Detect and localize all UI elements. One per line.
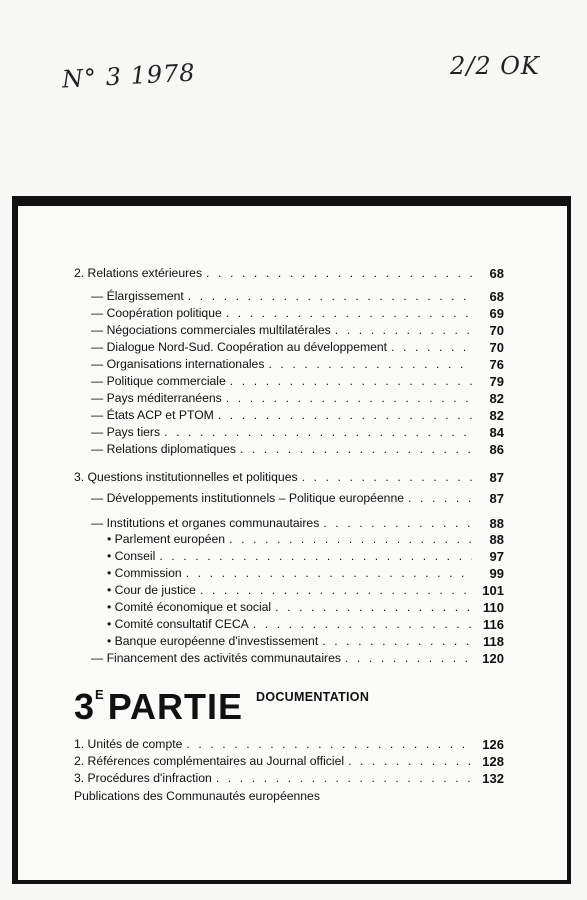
toc-page: 132 <box>482 771 504 786</box>
handwritten-check-note: 2/2 OK <box>450 52 540 80</box>
toc-label: — Pays méditerranéens <box>91 391 222 405</box>
toc-page: 68 <box>489 289 504 304</box>
toc-row <box>107 566 504 581</box>
toc-page: 99 <box>489 566 504 581</box>
toc-row <box>107 583 504 598</box>
toc-page: 86 <box>489 442 504 457</box>
toc-label: — Institutions et organes communautaires <box>91 516 320 530</box>
toc-page: 120 <box>482 651 504 666</box>
toc-label: — Pays tiers <box>91 425 161 439</box>
toc-label: — Politique commerciale <box>91 374 226 388</box>
toc-label: — Élargissement <box>91 289 184 303</box>
toc-row <box>91 651 504 666</box>
toc-row <box>74 737 504 752</box>
toc-page: 97 <box>489 549 504 564</box>
toc-label: — Relations diplomatiques <box>91 442 236 456</box>
toc-page: 69 <box>489 306 504 321</box>
toc-row <box>91 391 504 406</box>
toc-row <box>91 491 504 506</box>
toc-label: • Comité économique et social <box>107 600 272 614</box>
toc-page: 126 <box>482 737 504 752</box>
toc-row <box>91 374 504 389</box>
toc-row <box>107 634 504 649</box>
toc-page: 70 <box>489 323 504 338</box>
publications-line: Publications des Communautés européennes <box>74 789 320 803</box>
toc-label: • Comité consultatif CECA <box>107 617 249 631</box>
toc-row <box>91 425 504 440</box>
toc-row <box>91 340 504 355</box>
part-subtitle: DOCUMENTATION <box>256 690 370 704</box>
toc-page: 87 <box>489 491 504 506</box>
toc-label: 1. Unités de compte <box>74 737 183 751</box>
toc-row <box>107 617 504 632</box>
toc-page: 76 <box>489 357 504 372</box>
toc-page: 84 <box>489 425 504 440</box>
toc-label: 3. Procédures d'infraction <box>74 771 212 785</box>
toc-label: 3. Questions institutionnelles et politiques <box>74 470 298 484</box>
toc-label: — Dialogue Nord-Sud. Coopération au développement <box>91 340 388 354</box>
toc-row <box>107 600 504 615</box>
toc-row <box>91 323 504 338</box>
toc-row <box>74 771 504 786</box>
toc-row <box>74 754 504 769</box>
toc-label: — Organisations internationales <box>91 357 265 371</box>
toc-row <box>91 516 504 531</box>
toc-page: 88 <box>489 532 504 547</box>
part-superscript: E <box>95 687 104 702</box>
toc-page: 116 <box>483 617 504 632</box>
toc-page: 70 <box>489 340 504 355</box>
toc-row <box>91 289 504 304</box>
toc-row <box>91 357 504 372</box>
toc-page: 88 <box>489 516 504 531</box>
toc-label: 2. Références complémentaires au Journal officiel <box>74 754 345 768</box>
toc-label: • Parlement européen <box>107 532 226 546</box>
toc-row <box>74 470 504 485</box>
toc-label: • Conseil <box>107 549 156 563</box>
toc-page: 128 <box>482 754 504 769</box>
toc-label: — États ACP et PTOM <box>91 408 214 422</box>
toc-page: 101 <box>482 583 504 598</box>
toc-row <box>107 549 504 564</box>
toc-label: • Banque européenne d'investissement <box>107 634 319 648</box>
toc-label: — Financement des activités communautaires <box>91 651 341 665</box>
toc-page: 118 <box>483 634 504 649</box>
toc-page: 110 <box>483 600 504 615</box>
toc-row <box>91 408 504 423</box>
toc-row <box>107 532 504 547</box>
toc-row <box>91 442 504 457</box>
toc-label: • Cour de justice <box>107 583 196 597</box>
part-heading <box>74 686 243 728</box>
toc-label: — Développements institutionnels – Politique européenne <box>91 491 405 505</box>
part-title: PARTIE <box>107 686 244 727</box>
toc-label: • Commission <box>107 566 182 580</box>
toc-page: 87 <box>489 470 504 485</box>
toc-row <box>91 306 504 321</box>
toc-page: 79 <box>489 374 504 389</box>
part-number: 3 <box>74 686 96 727</box>
toc-page: 82 <box>489 408 504 423</box>
handwritten-issue-note: N° 3 1978 <box>61 58 197 94</box>
toc-label: 2. Relations extérieures <box>74 266 203 280</box>
toc-label: — Coopération politique <box>91 306 222 320</box>
toc-page: 68 <box>489 266 504 281</box>
toc-page: 82 <box>489 391 504 406</box>
toc-row <box>74 266 504 281</box>
toc-label: — Négociations commerciales multilatérales <box>91 323 331 337</box>
